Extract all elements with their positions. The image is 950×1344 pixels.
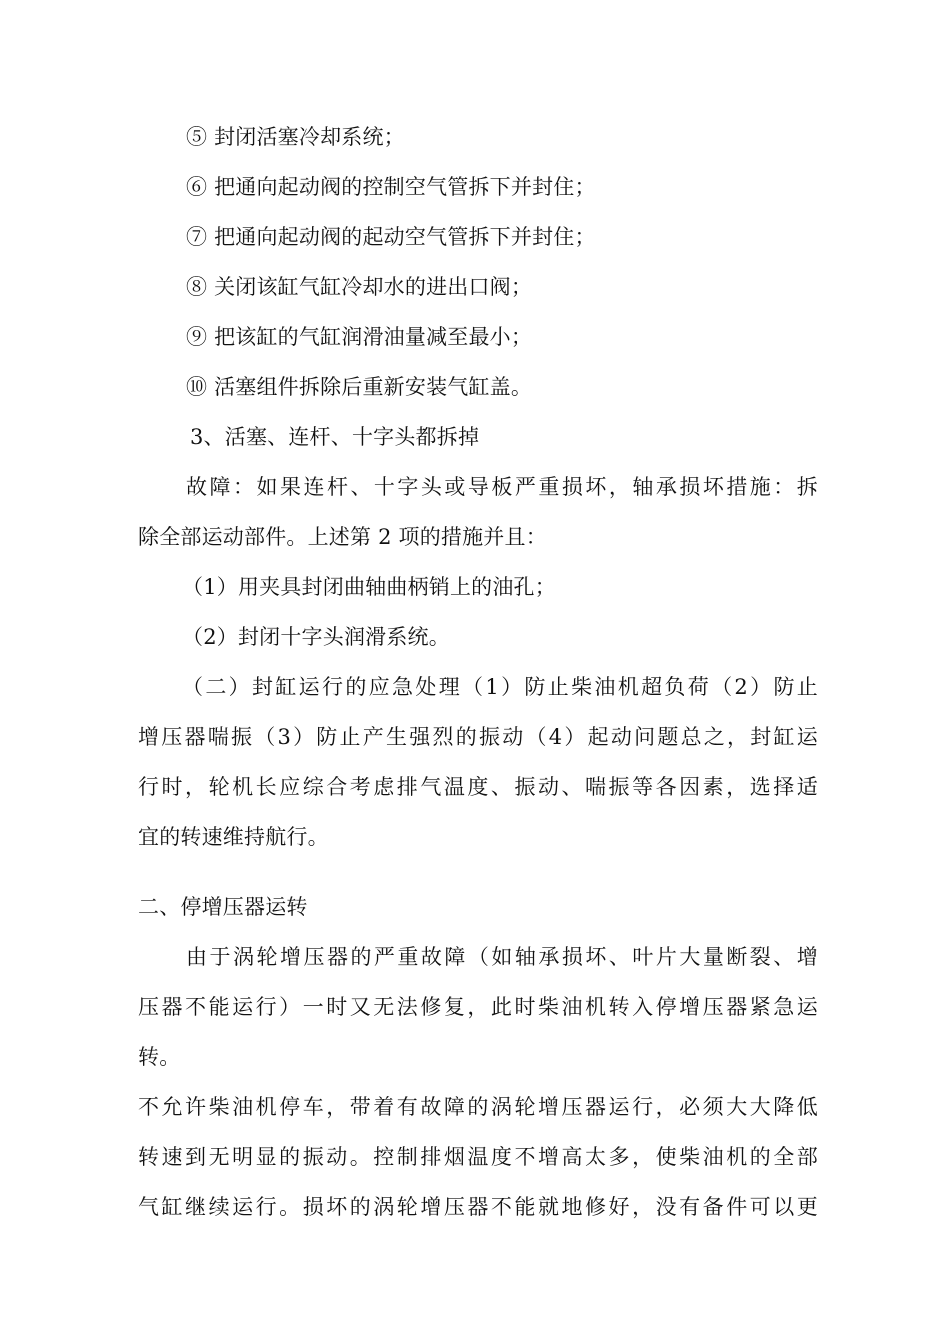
section-2-para-1-line-1: 由于涡轮增压器的严重故障（如轴承损坏、叶片大量断裂、增 [186,945,818,969]
list-item-6: ⑥ 把通向起动阀的控制空气管拆下并封住； [186,175,596,199]
section-2-para-1-line-2: 压器不能运行）一时又无法修复，此时柴油机转入停增压器紧急运 [138,995,818,1019]
section-3-paragraph-line-1: 故障：如果连杆、十字头或导板严重损坏，轴承损坏措施：拆 [186,475,818,499]
section-b-line-3: 行时，轮机长应综合考虑排气温度、振动、喘振等各因素，选择适 [138,775,818,799]
section-3-heading: 3、活塞、连杆、十字头都拆掉 [190,425,480,449]
section-b-line-1: （二）封缸运行的应急处理（1）防止柴油机超负荷（2）防止 [182,675,818,699]
section-b-line-4: 宜的转速维持航行。 [138,825,329,849]
list-item-10: ⑩ 活塞组件拆除后重新安装气缸盖。 [186,375,533,399]
list-item-9: ⑨ 把该缸的气缸润滑油量减至最小； [186,325,533,349]
list-item-5: ⑤ 封闭活塞冷却系统； [186,125,405,149]
section-2-para-2-line-1: 不允许柴油机停车，带着有故障的涡轮增压器运行，必须大大降低 [138,1095,818,1119]
section-2-para-1-line-3: 转。 [138,1045,181,1069]
list-item-8: ⑧ 关闭该缸气缸冷却水的进出口阀； [186,275,533,299]
list-item-7: ⑦ 把通向起动阀的起动空气管拆下并封住； [186,225,596,249]
section-2-para-2-line-2: 转速到无明显的振动。控制排烟温度不增高太多，使柴油机的全部 [138,1145,818,1169]
section-3-item-2: （2）封闭十字头润滑系统。 [182,625,450,649]
section-3-paragraph-line-2: 除全部运动部件。上述第 2 项的措施并且： [138,525,547,549]
section-2-heading: 二、停增压器运转 [138,895,308,919]
section-2-para-2-line-3: 气缸继续运行。损坏的涡轮增压器不能就地修好，没有备件可以更 [138,1195,818,1219]
section-b-line-2: 增压器喘振（3）防止产生强烈的振动（4）起动问题总之，封缸运 [138,725,818,749]
section-3-item-1: （1）用夹具封闭曲轴曲柄销上的油孔； [182,575,556,599]
